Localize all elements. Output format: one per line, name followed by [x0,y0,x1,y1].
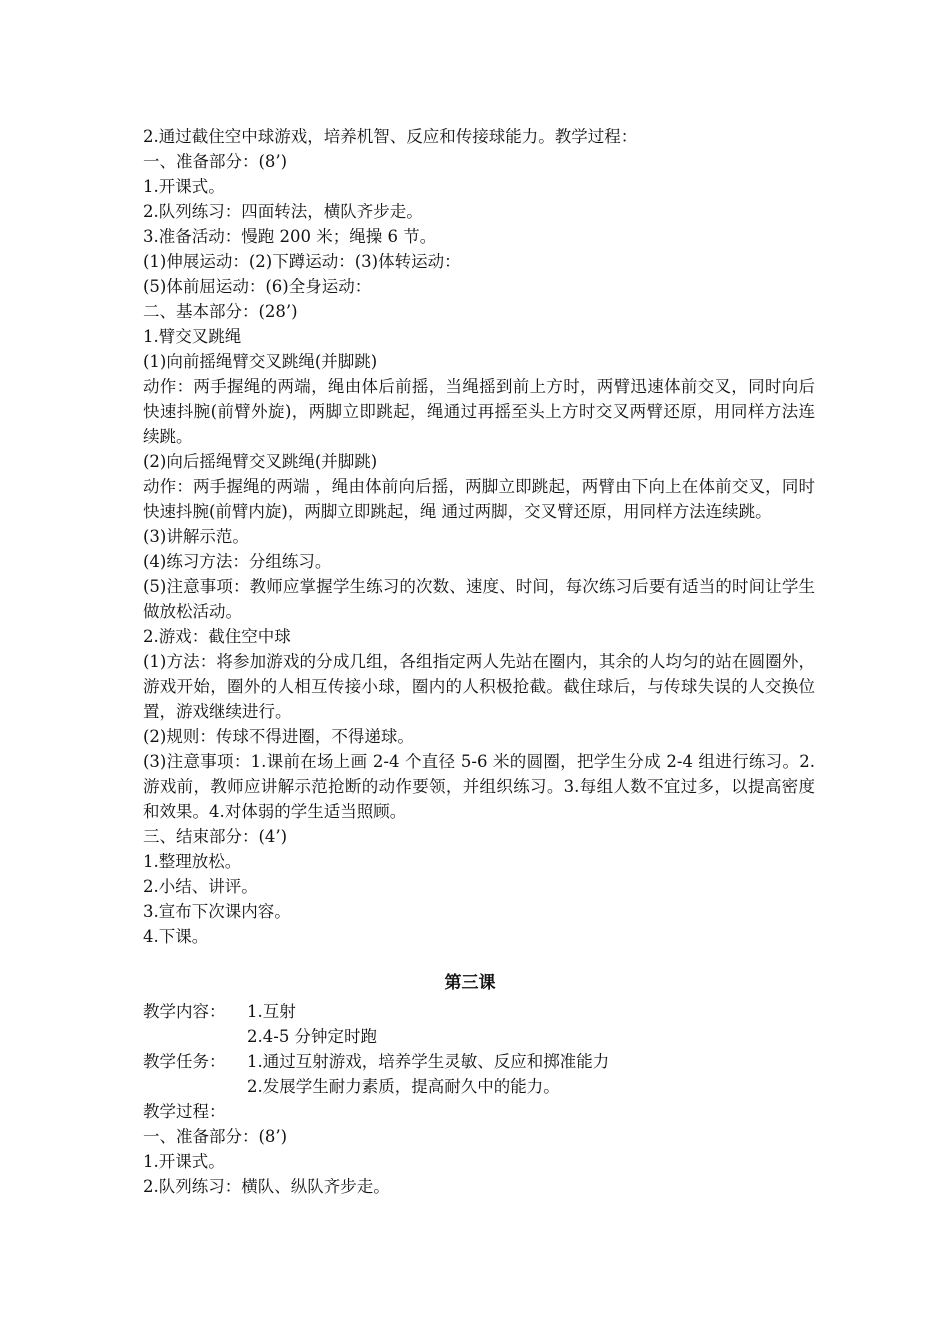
end-item-1: 1.整理放松。 [143,852,242,871]
section-end-heading: 三、结束部分：(4’) [143,827,288,846]
lesson-title: 第三课 [444,973,496,993]
basic-item-1: 1.臂交叉跳绳 [143,327,242,346]
game-rule: (2)规则：传球不得进圈，不得递球。 [143,727,414,746]
end-item-4: 4.下课。 [143,927,209,946]
action-paragraph-2: 动作：两手握绳的两端 ，绳由体前向后摇，两脚立即跳起，两臂由下向上在体前交叉，同时快速抖腕(前臂内旋)，两脚立即跳起，绳 通过两脚，交叉臂还原，用同样方法连续跳。 [143,477,815,521]
basic-sub-3: (3)讲解示范。 [143,527,249,546]
content-row-1 [143,999,815,1024]
lesson3-prep-item-1: 1.开课式。 [143,1152,225,1171]
game-note: (3)注意事项：1.课前在场上画 2-4 个直径 5-6 米的圆圈，把学生分成 2-4 组进行练习。2.游戏前，教师应讲解示范抢断的动作要领，并组织练习。3.每组人数不宜过多，以提高密度和效果。4.对体弱的学生适当照顾。 [143,752,815,821]
action-paragraph-1: 动作：两手握绳的两端，绳由体后前摇，当绳摇到前上方时，两臂迅速体前交叉，同时向后快速抖腕(前臂外旋)，两脚立即跳起，绳通过再摇至头上方时交叉两臂还原，用同样方法连续跳。 [143,377,815,446]
content-label: 教学内容： [143,1002,226,1021]
task-row-1 [143,1049,815,1074]
content-row-2 [143,1024,815,1049]
basic-sub-4: (4)练习方法：分组练习。 [143,552,332,571]
task-item-2: 2.发展学生耐力素质，提高耐久中的能力。 [247,1077,560,1096]
end-item-3: 3.宣布下次课内容。 [143,902,291,921]
task-line-2: 2.通过截住空中球游戏，培养机智、反应和传接球能力。教学过程： [143,127,638,146]
content-item-1: 1.互射 [247,1002,296,1021]
document-page [143,124,815,1199]
task-item-1: 1.通过互射游戏，培养学生灵敏、反应和掷准能力 [247,1052,610,1071]
task-label: 教学任务： [143,1052,226,1071]
game-method: (1)方法：将参加游戏的分成几组，各组指定两人先站在圈内，其余的人均匀的站在圆圈外，游戏开始，圈外的人相互传接小球，圈内的人积极抢截。截住球后，与传球失误的人交换位置，游戏继续进行。 [143,652,815,721]
prep-item-2: 2.队列练习：四面转法，横队齐步走。 [143,202,423,221]
lesson3-prep-item-2: 2.队列练习：横队、纵队齐步走。 [143,1177,390,1196]
lesson3-prep-heading: 一、准备部分：(8’) [143,1127,288,1146]
basic-sub-1: (1)向前摇绳臂交叉跳绳(并脚跳) [143,352,378,371]
process-heading: 教学过程： [143,1102,226,1121]
section-basic-heading: 二、基本部分：(28’) [143,302,298,321]
end-item-2: 2.小结、讲评。 [143,877,258,896]
exercise-list-2: (5)体前屈运动：(6)全身运动： [143,277,372,296]
game-heading: 2.游戏：截住空中球 [143,627,291,646]
prep-item-1: 1.开课式。 [143,177,225,196]
basic-sub-2: (2)向后摇绳臂交叉跳绳(并脚跳) [143,452,378,471]
prep-item-3: 3.准备活动：慢跑 200 米；绳操 6 节。 [143,227,437,246]
task-row-2 [143,1074,815,1099]
section-gap [143,949,815,971]
exercise-list-1: (1)伸展运动：(2)下蹲运动：(3)体转运动： [143,252,461,271]
task-label-spacer [143,1074,247,1099]
section-prep-heading: 一、准备部分：(8’) [143,152,288,171]
basic-sub-5: (5)注意事项：教师应掌握学生练习的次数、速度、时间，每次练习后要有适当的时间让学生做放松活动。 [143,577,815,621]
content-label-spacer [143,1024,247,1049]
content-item-2: 2.4-5 分钟定时跑 [247,1027,378,1046]
